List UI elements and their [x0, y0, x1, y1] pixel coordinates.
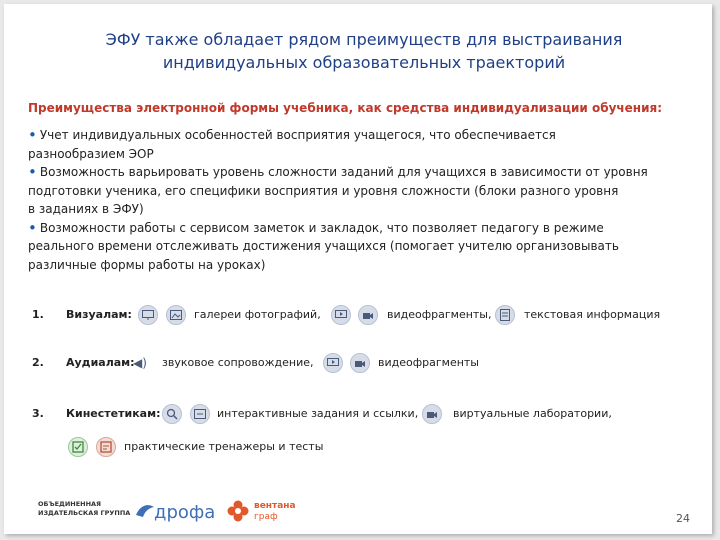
section-subtitle: Преимущества электронной формы учебника, как средства индивидуализации обучения: [28, 101, 663, 115]
row-audio [28, 350, 688, 376]
row-item-text-info: текстовая информация [524, 308, 661, 321]
row-item-sound: звуковое сопровождение, [162, 356, 314, 369]
row-visual [28, 302, 688, 328]
bullet-3-line-3: различные формы работы на уроках) [28, 257, 266, 272]
ventana-flower-icon [226, 499, 250, 523]
film-camera-icon [358, 305, 378, 325]
drofa-logo: дрофа [154, 502, 216, 523]
row-item-interactive: интерактивные задания и ссылки, [217, 407, 419, 420]
bullet-3-line-1: • Возможности работы с сервисом заметок и закладок, что позволяет педагогу в режиме [28, 218, 604, 237]
slide-title [44, 28, 684, 74]
row-label: Кинестетикам: [66, 407, 161, 420]
bullet-list [28, 126, 698, 274]
page-number: 24 [676, 512, 690, 525]
group-logo: ОБЪЕДИНЕННАЯ ИЗДАТЕЛЬСКАЯ ГРУППА [38, 500, 131, 517]
title-line-2: индивидуальных образовательных траекторий [162, 53, 566, 72]
presentation-icon [138, 305, 158, 325]
row-item-video: видеофрагменты [378, 356, 479, 369]
bullet-dot-icon: • [28, 218, 37, 237]
film-camera-icon [422, 404, 442, 424]
bullet-1-line-1: • Учет индивидуальных особенностей восприятия учащегося, что обеспечивается [28, 126, 556, 144]
bullet-2-line-1: • Возможность варьировать уровень сложности заданий для учащихся в зависимости от уровня [28, 163, 648, 181]
bullet-dot-icon: • [28, 163, 37, 181]
row-number: 2. [32, 356, 44, 369]
row-label: Визуалам: [66, 308, 132, 321]
row-item-photo-gallery: галереи фотографий, [194, 308, 321, 321]
video-screen-icon [331, 305, 351, 325]
title-line-1: ЭФУ также обладает рядом преимуществ для выстраивания [105, 30, 623, 49]
film-camera-icon [350, 353, 370, 373]
bullet-1-line-2: разнообразием ЭОР [28, 146, 154, 161]
interactive-search-icon [162, 404, 182, 424]
test-icon [96, 437, 116, 457]
row-item-virtual-labs: виртуальные лаборатории, [453, 407, 612, 420]
row-label: Аудиалам: [66, 356, 135, 369]
row-number: 1. [32, 308, 44, 321]
link-icon [190, 404, 210, 424]
gallery-icon [166, 305, 186, 325]
row-item-trainers-tests: практические тренажеры и тесты [124, 440, 324, 453]
drofa-bird-icon [134, 499, 156, 521]
text-document-icon [495, 305, 515, 325]
row-kinesthetic [28, 401, 688, 427]
video-screen-icon [323, 353, 343, 373]
slide [4, 4, 712, 534]
row-item-video: видеофрагменты, [387, 308, 492, 321]
speaker-icon: ◀) [133, 356, 147, 370]
bullet-dot-icon: • [28, 126, 37, 144]
trainer-icon [68, 437, 88, 457]
bullet-3-line-2: реального времени отслеживать достижения учащихся (помогает учителю организовывать [28, 239, 619, 253]
row-kinesthetic-continued [28, 434, 688, 460]
bullet-2-line-2: подготовки ученика, его специфики восприятия и уровня сложности (блоки разного уровня [28, 183, 619, 198]
bullet-2-line-3: в заданиях в ЭФУ) [28, 202, 144, 216]
ventana-logo: вентана граф [254, 501, 296, 522]
row-number: 3. [32, 407, 44, 420]
